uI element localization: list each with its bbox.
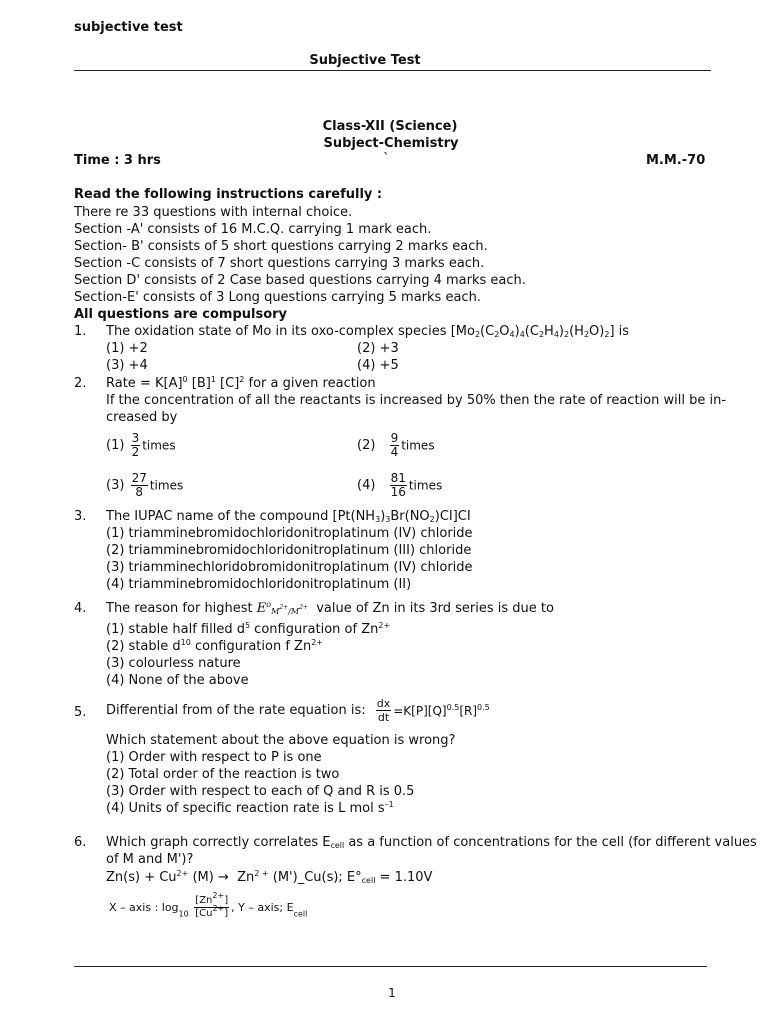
option[interactable]: (2) +3 xyxy=(357,341,399,356)
question-text: creased by xyxy=(106,410,178,425)
running-title: subjective test xyxy=(74,20,183,35)
option[interactable]: (3) +4 xyxy=(106,358,148,373)
page-number: 1 xyxy=(388,986,396,1000)
fraction: $\frac{[Zn^{2+}]}{[Cu^{2+}]}$ xyxy=(195,891,229,919)
option[interactable]: (4) $\frac{81}{16}$ times xyxy=(357,471,443,499)
fraction: $\frac{9}{4}$ xyxy=(390,431,399,459)
option[interactable]: (2) stable $d^{10}$ configuration f $Zn^{2+}$ xyxy=(106,638,323,654)
option[interactable]: (3) triamminechloridobromidonitroplatinum (IV) chloride xyxy=(106,560,473,575)
question-text: of M and M')? xyxy=(106,852,194,867)
question-number: 5. xyxy=(74,705,87,720)
question-text: The reason for highest $E^o_{M^{2+}/M^{2+}}$ value of Zn in its 3rd series is due to xyxy=(106,600,554,616)
fraction: $\frac{81}{16}$ xyxy=(390,471,406,499)
instruction-line: Section D' consists of 2 Case based questions carrying 4 marks each. xyxy=(74,273,526,288)
option[interactable]: (2) $\frac{9}{4}$ times xyxy=(357,431,435,459)
question-text: If the concentration of all the reactants is increased by 50% then the rate of reaction will be in- xyxy=(106,393,727,408)
fraction: $\frac{3}{2}$ xyxy=(131,431,140,459)
question-number: 3. xyxy=(74,509,87,524)
fraction: $\frac{27}{8}$ xyxy=(131,471,147,499)
option[interactable]: (1) triamminebromidochloridonitroplatinum (IV) chloride xyxy=(106,526,473,541)
question-number: 2. xyxy=(74,376,87,391)
option[interactable]: (2) triamminebromidochloridonitroplatinum (III) chloride xyxy=(106,543,472,558)
option[interactable]: (3) Order with respect to each of Q and R is 0.5 xyxy=(106,784,415,799)
instructions-heading: Read the following instructions carefully : xyxy=(74,187,383,202)
subject-line: Subject-Chemistry xyxy=(323,136,459,151)
class-line: Class-XII (Science) xyxy=(322,119,458,134)
option[interactable]: (4) +5 xyxy=(357,358,399,373)
question-text: The oxidation state of Mo in its oxo-complex species $[Mo_2(C_2O_4)_4(C_2H_4)_2(H_2O)_2]$ is xyxy=(106,324,630,339)
option[interactable]: (4) Units of specific reaction rate is L mol $s^{-1}$ xyxy=(106,800,394,816)
footer-rule xyxy=(74,966,707,967)
question-number: 4. xyxy=(74,601,87,616)
option[interactable]: (4) triamminebromidochloridonitroplatinum (II) xyxy=(106,577,412,592)
max-marks: M.M.-70 xyxy=(646,153,706,168)
instruction-line: Section-E' consists of 3 Long questions carrying 5 marks each. xyxy=(74,290,481,305)
instruction-line: There re 33 questions with internal choice. xyxy=(74,205,353,220)
option[interactable]: (3) $\frac{27}{8}$ times xyxy=(106,471,184,499)
option[interactable]: (1) stable half filled $d^5$ configuration of $Zn^{2+}$ xyxy=(106,621,391,637)
stray-mark: ` xyxy=(383,152,390,167)
option[interactable]: (1) $\frac{3}{2}$ times xyxy=(106,431,176,459)
option[interactable]: (2) Total order of the reaction is two xyxy=(106,767,340,782)
question-text: The IUPAC name of the compound $[Pt(NH_3)_3Br(NO_2)CI]CI$ xyxy=(106,509,471,524)
option[interactable]: (1) +2 xyxy=(106,341,148,356)
header-rule xyxy=(74,70,711,71)
time-label: Time : 3 hrs xyxy=(74,153,161,168)
option[interactable]: (3) colourless nature xyxy=(106,656,241,671)
question-text: Differential from of the rate equation is: $\frac{dx}{dt}$ $=K[P][Q]^{0.5}[R]^{0.5}$ xyxy=(106,697,490,724)
fraction: $\frac{dx}{dt}$ xyxy=(376,697,391,724)
compulsory-note: All questions are compulsory xyxy=(74,307,288,322)
question-text: Which graph correctly correlates $E_{cell}$ as a function of concentrations for the cell (for different values xyxy=(106,835,757,850)
instruction-line: Section- B' consists of 5 short questions carrying 2 marks each. xyxy=(74,239,488,254)
center-title: Subjective Test xyxy=(309,53,421,68)
cell-reaction: $Zn(s) + Cu^{2+}$ $(M) \to Zn^{2 +}$ (M')_Cu(s); $E^\circ_{cell} = 1.10V$ xyxy=(106,869,433,885)
option[interactable]: (1) Order with respect to P is one xyxy=(106,750,322,765)
electrode-potential-symbol: $E^o_{M^{2+}/M^{2+}}$ xyxy=(256,600,308,616)
rate-law: Rate = $K[A]^0$ $[B]^1$ $[C]^2$ for a given reaction xyxy=(106,375,376,391)
axis-description: X – axis : $\log_{10}$ $\frac{[Zn^{2+}]}{[Cu^{2+}]}$ , Y – axis; $E_{cell}$ xyxy=(109,891,308,919)
instruction-line: Section -A' consists of 16 M.C.Q. carrying 1 mark each. xyxy=(74,222,432,237)
instruction-line: Section -C consists of 7 short questions carrying 3 marks each. xyxy=(74,256,485,271)
option[interactable]: (4) None of the above xyxy=(106,673,249,688)
question-number: 1. xyxy=(74,324,87,339)
question-number: 6. xyxy=(74,835,87,850)
question-text: Which statement about the above equation is wrong? xyxy=(106,733,456,748)
